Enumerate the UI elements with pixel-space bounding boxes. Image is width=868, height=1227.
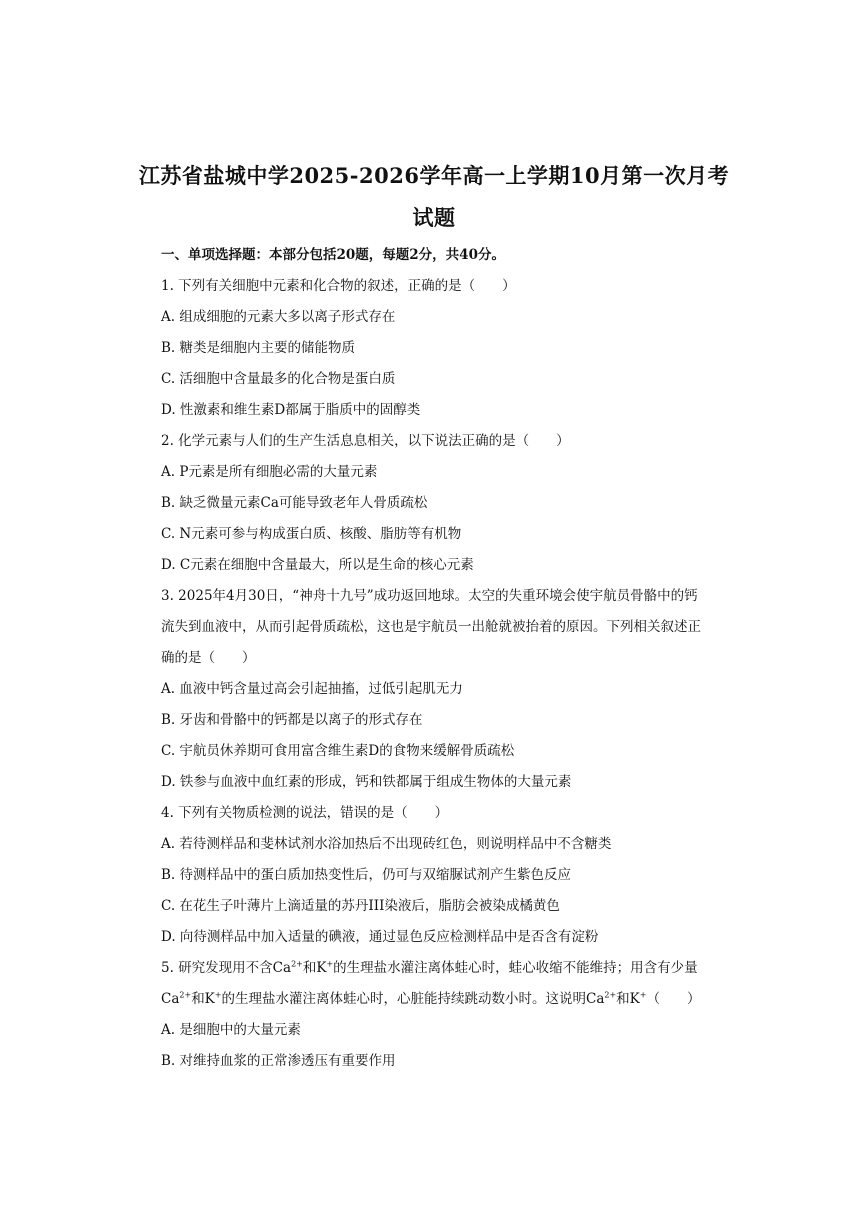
question-4-stem: 4. 下列有关物质检测的说法，错误的是（ ） <box>161 805 449 821</box>
question-2-option-a: A. P元素是所有细胞必需的大量元素 <box>161 464 378 480</box>
question-4-option-b: B. 待测样品中的蛋白质加热变性后，仍可与双缩脲试剂产生紫色反应 <box>161 867 572 883</box>
question-5-option-a: A. 是细胞中的大量元素 <box>161 1022 301 1038</box>
ion-charge: + <box>639 990 647 1000</box>
ion-charge: 2+ <box>179 990 192 1000</box>
ion-charge: 2+ <box>291 959 303 969</box>
question-3-option-c: C. 宇航员休养期可食用富含维生素D的食物来缓解骨质疏松 <box>161 743 515 759</box>
question-1-option-c: C. 活细胞中含量最多的化合物是蛋白质 <box>161 371 396 387</box>
section-heading: 一、单项选择题：本部分包括20题，每题2分，共40分。 <box>161 247 505 263</box>
q5-text-part: Ca <box>161 991 180 1007</box>
question-1-option-a: A. 组成细胞的元素大多以离子形式存在 <box>161 309 396 325</box>
question-3-option-a: A. 血液中钙含量过高会引起抽搐，过低引起肌无力 <box>161 681 463 697</box>
exam-title-line2: 试题 <box>412 205 456 230</box>
question-2-stem: 2. 化学元素与人们的生产生活息息相关，以下说法正确的是（ ） <box>161 433 570 449</box>
question-1-option-b: B. 糖类是细胞内主要的储能物质 <box>161 340 356 356</box>
question-5-option-b: B. 对维持血浆的正常渗透压有重要作用 <box>161 1053 396 1069</box>
question-4-option-d: D. 向待测样品中加入适量的碘液，通过显色反应检测样品中是否含有淀粉 <box>161 929 599 945</box>
question-2-option-c: C. N元素可参与构成蛋白质、核酸、脂肪等有机物 <box>161 526 462 542</box>
question-2-option-d: D. C元素在细胞中含量最大，所以是生命的核心元素 <box>161 557 474 573</box>
question-3-stem-line1: 3. 2025年4月30日，“神舟十九号”成功返回地球。太空的失重环境会使宇航员骨骼中的钙 <box>161 588 698 604</box>
question-3-option-d: D. 铁参与血液中血红素的形成，钙和铁都属于组成生物体的大量元素 <box>161 774 572 790</box>
question-4-option-c: C. 在花生子叶薄片上滴适量的苏丹III染液后，脂肪会被染成橘黄色 <box>161 898 560 914</box>
exam-title-line1: 江苏省盐城中学2025-2026学年高一上学期10月第一次月考 <box>138 163 730 188</box>
question-3-option-b: B. 牙齿和骨骼中的钙都是以离子的形式存在 <box>161 712 423 728</box>
question-1-option-d: D. 性激素和维生素D都属于脂质中的固醇类 <box>161 402 421 418</box>
q5-text-part: 5. 研究发现用不含Ca <box>161 960 292 976</box>
q5-text-part: 的生理盐水灌注离体蛙心时，心脏能持续跳动数小时。这说明Ca <box>221 991 605 1007</box>
question-3-stem-line2: 流失到血液中，从而引起骨质疏松，这也是宇航员一出舱就被抬着的原因。下列相关叙述正 <box>161 619 701 635</box>
ion-charge: + <box>214 990 222 1000</box>
question-2-option-b: B. 缺乏微量元素Ca可能导致老年人骨质疏松 <box>161 495 428 511</box>
ion-charge: + <box>326 959 334 969</box>
question-5-stem-line1 <box>161 956 698 976</box>
q5-text-part: 的生理盐水灌注离体蛙心时，蛙心收缩不能维持；用含有少量 <box>333 960 698 976</box>
ion-charge: 2+ <box>604 990 617 1000</box>
question-3-stem-line3: 确的是（ ） <box>161 650 256 666</box>
question-5-stem-line2 <box>161 987 700 1007</box>
q5-text-part: 和K <box>302 960 327 976</box>
q5-text-part: 和K <box>616 991 640 1007</box>
q5-text-part: （ ） <box>646 991 701 1007</box>
question-4-option-a: A. 若待测样品和斐林试剂水浴加热后不出现砖红色，则说明样品中不含糖类 <box>161 836 612 852</box>
q5-text-part: 和K <box>191 991 215 1007</box>
question-1-stem: 1. 下列有关细胞中元素和化合物的叙述，正确的是（ ） <box>161 278 516 294</box>
